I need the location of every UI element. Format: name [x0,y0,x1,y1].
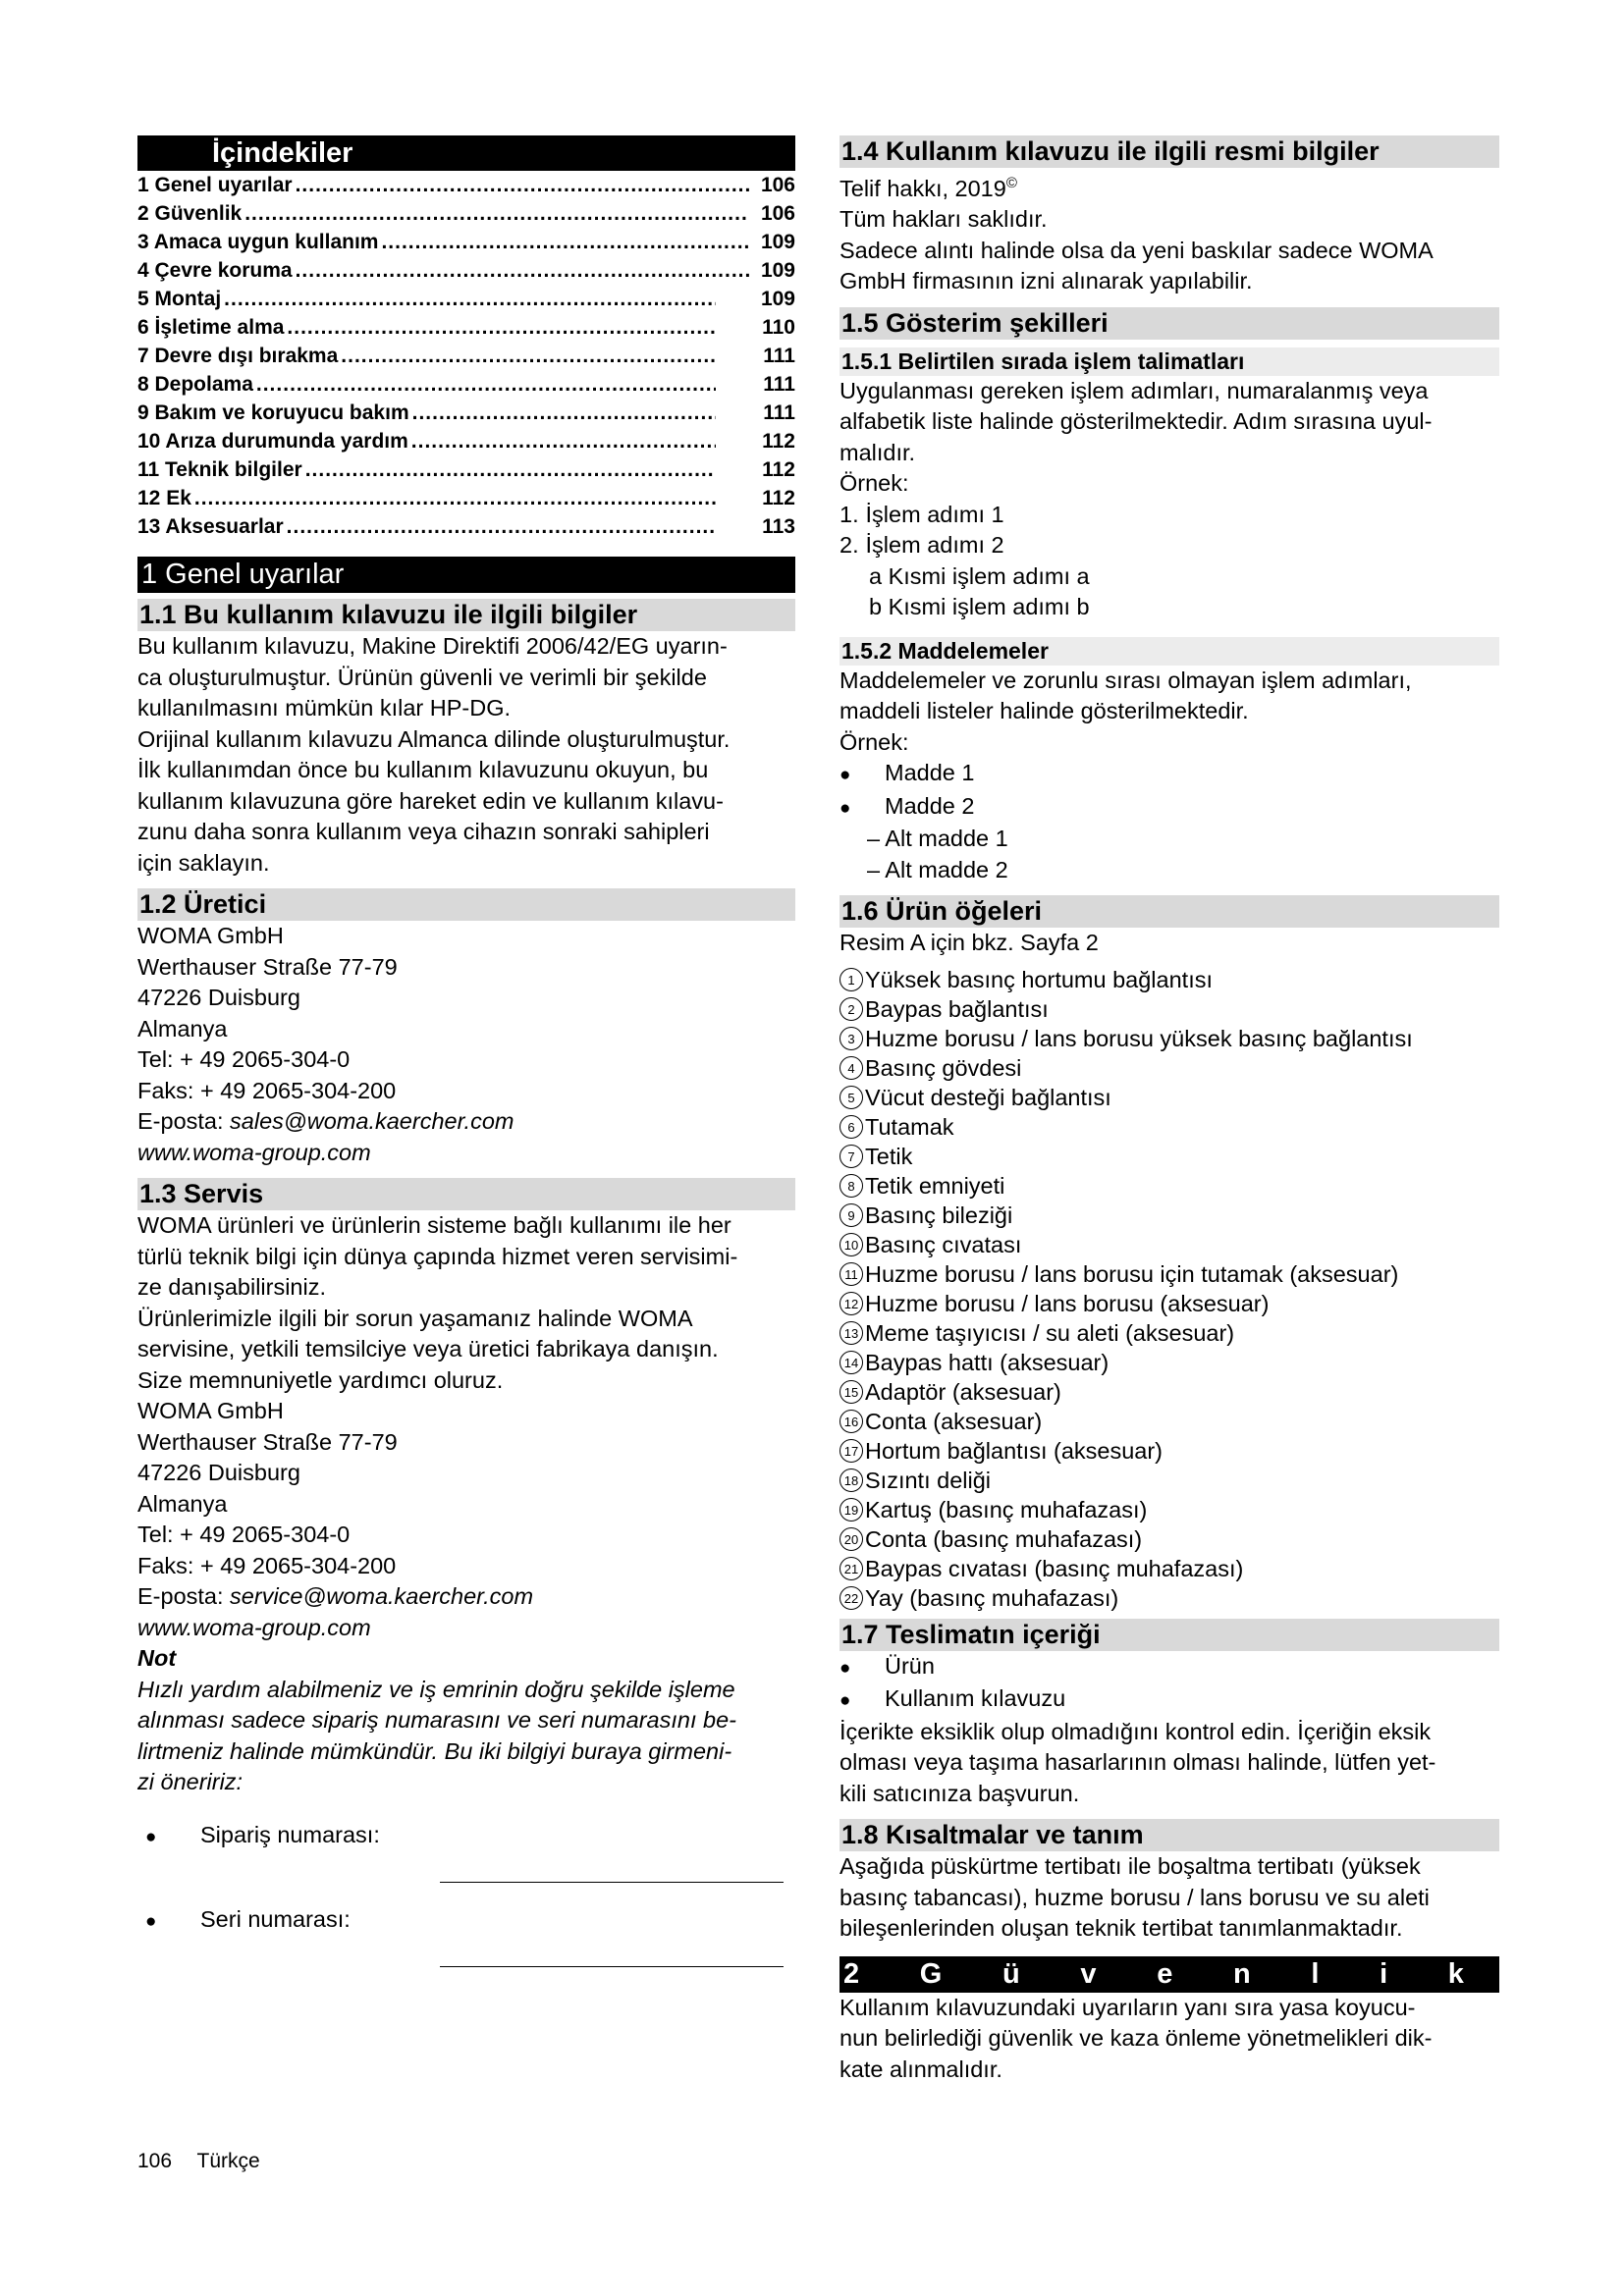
product-part-item [839,1407,1499,1436]
bullet-text: Madde 2 [885,792,975,819]
toc-leader-dots [305,455,716,484]
bullet-icon [839,758,885,791]
circled-number-icon: 6 [839,1115,863,1139]
note-line: lirtmeniz halinde mümkündür. Bu iki bilgiyi buraya girmeni- [137,1737,732,1764]
bullet-item [839,1683,1499,1717]
heading-letter: 2 [843,1957,860,1990]
product-part-item [839,1554,1499,1583]
section-1-8-heading: 1.8 Kısaltmalar ve tanım [839,1819,1499,1851]
text-line: Almanya [137,1490,228,1517]
note-title: Not [137,1645,177,1671]
circled-number-icon: 4 [839,1056,863,1080]
part-name: Vücut desteği bağlantısı [865,1084,1111,1110]
circled-number-icon: 11 [839,1262,863,1286]
text-line: zunu daha sonra kullanım veya cihazın sonraki sahipleri [137,819,710,844]
circled-number-icon: 14 [839,1351,863,1374]
toc-entry[interactable] [137,370,795,399]
circled-number-icon: 5 [839,1086,863,1109]
page-number: 106 [137,2150,173,2172]
text-line: Bu kullanım kılavuzu, Makine Direktifi 2006/42/EG uyarın- [137,633,728,659]
toc-entry-page: 110 [762,316,795,339]
toc-entry-label: 4 Çevre koruma [137,259,293,282]
toc-entry[interactable] [137,342,795,370]
part-name: Tutamak [865,1113,954,1140]
part-name: Baypas bağlantısı [865,995,1049,1022]
toc-entry[interactable] [137,512,795,541]
circled-number-icon: 19 [839,1498,863,1522]
text-line: basınç tabancası), huzme borusu / lans borusu ve su aleti [839,1884,1430,1910]
toc-entry-label: 6 İşletime alma [137,316,285,339]
step-item [839,530,1499,561]
text-line: Kullanım kılavuzundaki uyarıların yanı sıra yasa koyucu- [839,1994,1416,2020]
circled-number-icon: 16 [839,1410,863,1433]
toc-entry[interactable] [137,455,795,484]
serial-number-field [137,1904,795,1937]
text-line: olması veya taşıma hasarlarının olması halinde, lütfen yet- [839,1749,1436,1776]
toc-entry[interactable] [137,427,795,455]
email-link[interactable]: sales@woma.kaercher.com [230,1108,514,1134]
text-line: ze danışabilirsiniz. [137,1274,327,1300]
toc-entry-label: 11 Teknik bilgiler [137,458,302,481]
toc-entry-label: 5 Montaj [137,288,222,310]
part-name: Tetik emniyeti [865,1172,1005,1199]
circled-number-icon: 17 [839,1439,863,1463]
section-1-5-1-heading: 1.5.1 Belirtilen sırada işlem talimatları [839,347,1499,376]
product-part-item [839,1289,1499,1318]
text-line: Tel: + 49 2065-304-0 [137,1046,351,1072]
website-link[interactable]: www.woma-group.com [137,1614,371,1640]
bullet-text: Ürün [885,1652,935,1679]
circled-number-icon: 21 [839,1557,863,1580]
toc-entry-page: 109 [760,231,795,253]
circled-number-icon: 13 [839,1321,863,1345]
step-text: İşlem adımı 1 [865,501,1004,527]
toc-entry-page: 112 [762,487,795,509]
part-name: Yay (basınç muhafazası) [865,1584,1119,1611]
toc-entry[interactable] [137,285,795,313]
order-number-field [137,1820,795,1852]
toc-entry-label: 12 Ek [137,487,191,509]
toc-entry-page: 111 [763,373,795,396]
heading-letter: v [1080,1957,1097,1990]
text-line: kullanılmasını mümkün kılar HP-DG. [137,695,512,721]
section-2-heading [839,1956,1499,1993]
text-line: Aşağıda püskürtme tertibatı ile boşaltma tertibatı (yüksek [839,1853,1421,1880]
product-part-item [839,1436,1499,1466]
text-line: maddeli listeler halinde gösterilmektedir. [839,698,1249,724]
text-line: bileşenlerinden oluşan teknik tertibat tanımlanmaktadır. [839,1915,1403,1942]
part-name: Tetik [865,1143,913,1169]
part-name: Conta (basınç muhafazası) [865,1525,1143,1552]
text-line: WOMA GmbH [137,1398,284,1423]
product-part-item [839,1142,1499,1171]
text-line: kate alınmalıdır. [839,2056,1002,2082]
product-part-item [839,1524,1499,1554]
circled-number-icon: 3 [839,1027,863,1050]
product-parts-list [839,965,1499,1613]
part-name: Basınç bileziği [865,1201,1013,1228]
text-line: Sadece alıntı halinde olsa da yeni baskılar sadece WOMA [839,237,1434,263]
toc-leader-dots [381,228,749,256]
section-1-1-body [137,631,795,879]
text-line: kili satıcınıza başvurun. [839,1780,1080,1806]
step-item [839,500,1499,531]
subbullet-item: – Alt madde 1 [867,826,1008,852]
circled-number-icon: 1 [839,968,863,991]
product-part-item [839,1318,1499,1348]
part-name: Conta (aksesuar) [865,1408,1043,1434]
bullet-item [839,758,1499,791]
email-line [137,1581,795,1613]
toc-entry[interactable] [137,313,795,342]
text-line: malıdır. [839,439,916,465]
section-1-heading: 1 Genel uyarılar [137,557,795,593]
text-line: WOMA ürünleri ve ürünlerin sisteme bağlı kullanımı ile her [137,1212,731,1238]
left-column [137,135,795,1967]
product-part-item [839,1201,1499,1230]
toc-entry-label: 9 Bakım ve koruyucu bakım [137,401,409,424]
product-part-item [839,1466,1499,1495]
part-name: Hortum bağlantısı (aksesuar) [865,1437,1164,1464]
bullet-icon [137,1904,200,1937]
toc-leader-dots [256,370,716,399]
toc-title: İçindekiler [137,135,795,171]
field-label: Seri numarası: [200,1905,351,1932]
part-name: Yüksek basınç hortumu bağlantısı [865,966,1214,992]
toc-leader-dots [296,171,749,199]
text-line: Werthauser Straße 77-79 [137,1428,398,1455]
heading-letter: e [1157,1957,1173,1990]
circled-number-icon: 9 [839,1203,863,1227]
page-footer [137,2150,280,2173]
section-1-4-heading: 1.4 Kullanım kılavuzu ile ilgili resmi bilgiler [839,135,1499,168]
circled-number-icon: 20 [839,1527,863,1551]
text-line: Örnek: [839,728,909,755]
product-part-item [839,1053,1499,1083]
section-1-2-heading: 1.2 Üretici [137,888,795,921]
toc-entry-page: 112 [762,430,795,453]
text-line: İlk kullanımdan önce bu kullanım kılavuzunu okuyun, bu [137,757,709,782]
note-line: alınması sadece sipariş numarasını ve seri numarasını be- [137,1707,736,1733]
bullet-text: Madde 1 [885,760,975,786]
part-name: Basınç gövdesi [865,1054,1022,1081]
circled-number-icon: 10 [839,1233,863,1256]
text-line: Werthauser Straße 77-79 [137,953,398,980]
bullet-icon [137,1820,200,1852]
part-name: Adaptör (aksesuar) [865,1378,1061,1405]
section-1-5-2-heading: 1.5.2 Maddelemeler [839,637,1499,666]
section-1-1-heading: 1.1 Bu kullanım kılavuzu ile ilgili bilgiler [137,599,795,631]
text-line: ca oluşturulmuştur. Ürünün güvenli ve verimli bir şekilde [137,664,707,690]
product-part-item [839,1377,1499,1407]
product-part-item [839,1083,1499,1112]
text-line: 47226 Duisburg [137,985,300,1010]
email-label: E-posta: [137,1583,231,1609]
text-line: alfabetik liste halinde gösterilmektedir. Adım sırasına uyul- [839,408,1433,435]
text-line: GmbH firmasının izni alınarak yapılabilir. [839,268,1253,294]
text-line: için saklayın. [137,849,270,876]
subbullet-item: – Alt madde 2 [867,856,1008,882]
heading-letter: n [1232,1957,1251,1990]
right-column [839,135,1499,2085]
toc-entry[interactable] [137,228,795,256]
email-label: E-posta: [137,1108,231,1134]
toc-entry-page: 109 [760,259,795,282]
copyright-symbol: © [1005,175,1017,191]
table-of-contents [137,171,795,541]
product-part-item [839,1230,1499,1259]
circled-number-icon: 15 [839,1380,863,1404]
part-name: Baypas hattı (aksesuar) [865,1349,1110,1375]
bullet-icon [839,1651,885,1684]
text-line: Tel: + 49 2065-304-0 [137,1522,351,1547]
toc-entry[interactable] [137,199,795,228]
text-line: İçerikte eksiklik olup olmadığını kontrol edin. İçeriğin eksik [839,1718,1432,1744]
text-line: Orijinal kullanım kılavuzu Almanca dilinde oluşturulmuştur. [137,725,731,752]
part-name: Sızıntı deliği [865,1467,992,1493]
toc-entry-page: 113 [762,515,795,538]
product-part-item [839,1583,1499,1613]
toc-entry-label: 10 Arıza durumunda yardım [137,430,408,453]
part-name: Kartuş (basınç muhafazası) [865,1496,1148,1522]
heading-letter: i [1380,1957,1388,1990]
text-line: Faks: + 49 2065-304-200 [137,1077,397,1103]
figure-reference: Resim A için bkz. Sayfa 2 [839,930,1099,956]
footer-language: Türkçe [196,2150,260,2172]
email-link[interactable]: service@woma.kaercher.com [230,1583,534,1609]
service-body [137,1210,795,1967]
toc-entry-label: 3 Amaca uygun kullanım [137,231,379,253]
part-name: Huzme borusu / lans borusu (aksesuar) [865,1290,1270,1316]
text-line: türlü teknik bilgi için dünya çapında hizmet veren servisimi- [137,1243,738,1269]
bullet-text: Kullanım kılavuzu [885,1685,1066,1712]
substep-item: b Kısmi işlem adımı b [869,594,1090,620]
step-text: İşlem adımı 2 [865,532,1004,559]
text-line: nun belirlediği güvenlik ve kaza önleme yönetmelikleri dik- [839,2025,1433,2052]
bullet-item [839,791,1499,825]
section-1-7-heading: 1.7 Teslimatın içeriği [839,1619,1499,1651]
section-1-5-heading: 1.5 Gösterim şekilleri [839,307,1499,340]
toc-leader-dots [341,342,716,370]
circled-number-icon: 2 [839,997,863,1021]
toc-entry[interactable] [137,399,795,427]
heading-letter: l [1311,1957,1320,1990]
text-line: Tüm hakları saklıdır. [839,206,1048,233]
toc-leader-dots [411,427,716,455]
product-part-item [839,1348,1499,1377]
toc-leader-dots [287,313,716,342]
step-number: 1. [839,501,859,527]
text-line: WOMA GmbH [137,923,284,948]
text-line: kullanım kılavuzuna göre hareket edin ve kullanım kılavu- [137,787,724,814]
toc-entry-page: 112 [762,458,795,481]
toc-leader-dots [224,285,716,313]
circled-number-icon: 12 [839,1292,863,1315]
serial-number-input-line[interactable] [440,1937,784,1967]
product-part-item [839,1495,1499,1524]
text-line: servisine, yetkili temsilciye veya üretici fabrikaya danışın. [137,1336,719,1362]
circled-number-icon: 8 [839,1174,863,1198]
product-part-item [839,1112,1499,1142]
toc-entry-label: 7 Devre dışı bırakma [137,345,339,367]
copyright-text: Telif hakkı, 2019 [839,175,1006,201]
toc-entry-page: 111 [763,401,795,424]
bullet-item [839,1651,1499,1684]
note-line: Hızlı yardım alabilmeniz ve iş emrinin doğru şekilde işleme [137,1676,735,1702]
part-name: Meme taşıyıcısı / su aleti (aksesuar) [865,1319,1235,1346]
toc-leader-dots [244,199,749,228]
field-label: Sipariş numarası: [200,1821,380,1847]
product-part-item [839,994,1499,1024]
order-number-input-line[interactable] [440,1852,784,1883]
part-name: Huzme borusu / lans borusu yüksek basınç bağlantısı [865,1025,1413,1051]
part-name: Basınç cıvatası [865,1231,1022,1257]
text-line: Ürünlerimizle ilgili bir sorun yaşamanız halinde WOMA [137,1305,693,1331]
circled-number-icon: 7 [839,1145,863,1168]
text-line: Örnek: [839,470,909,497]
heading-letter: ü [1002,1957,1020,1990]
toc-entry-label: 1 Genel uyarılar [137,174,293,196]
copyright-line [839,168,1499,204]
circled-number-icon: 18 [839,1468,863,1492]
toc-entry-label: 8 Depolama [137,373,253,396]
toc-entry-page: 106 [760,174,795,196]
step-number: 2. [839,532,859,559]
text-line: Faks: + 49 2065-304-200 [137,1552,397,1578]
text-line: Size memnuniyetle yardımcı oluruz. [137,1366,504,1393]
toc-entry-label: 13 Aksesuarlar [137,515,284,538]
part-name: Baypas cıvatası (basınç muhafazası) [865,1555,1244,1581]
toc-leader-dots [412,399,716,427]
product-part-item [839,1171,1499,1201]
toc-entry-label: 2 Güvenlik [137,202,243,225]
note-line: zi öneririz: [137,1769,244,1794]
section-1-3-heading: 1.3 Servis [137,1178,795,1210]
heading-letter: k [1447,1957,1464,1990]
text-line: Almanya [137,1015,228,1041]
bullet-icon [839,791,885,825]
part-name: Huzme borusu / lans borusu için tutamak (aksesuar) [865,1260,1399,1287]
product-part-item [839,965,1499,994]
toc-entry[interactable] [137,484,795,512]
heading-letter: G [919,1957,943,1990]
text-line: 47226 Duisburg [137,1460,300,1485]
section-1-6-heading: 1.6 Ürün öğeleri [839,895,1499,928]
toc-leader-dots [194,484,716,512]
product-part-item [839,1024,1499,1053]
toc-entry-page: 106 [760,202,795,225]
toc-entry[interactable] [137,171,795,199]
bullet-icon [839,1683,885,1717]
manufacturer-address [137,921,795,1168]
text-line: Maddelemeler ve zorunlu sırası olmayan işlem adımları, [839,667,1412,693]
substep-item: a Kısmi işlem adımı a [869,562,1090,589]
circled-number-icon: 22 [839,1586,863,1610]
toc-entry-page: 111 [763,345,795,367]
toc-entry-page: 109 [760,288,795,310]
toc-entry[interactable] [137,256,795,285]
toc-leader-dots [296,256,749,285]
toc-leader-dots [287,512,716,541]
text-line: Uygulanması gereken işlem adımları, numaralanmış veya [839,377,1429,403]
product-part-item [839,1259,1499,1289]
email-line [137,1106,795,1138]
website-link[interactable]: www.woma-group.com [137,1139,371,1165]
